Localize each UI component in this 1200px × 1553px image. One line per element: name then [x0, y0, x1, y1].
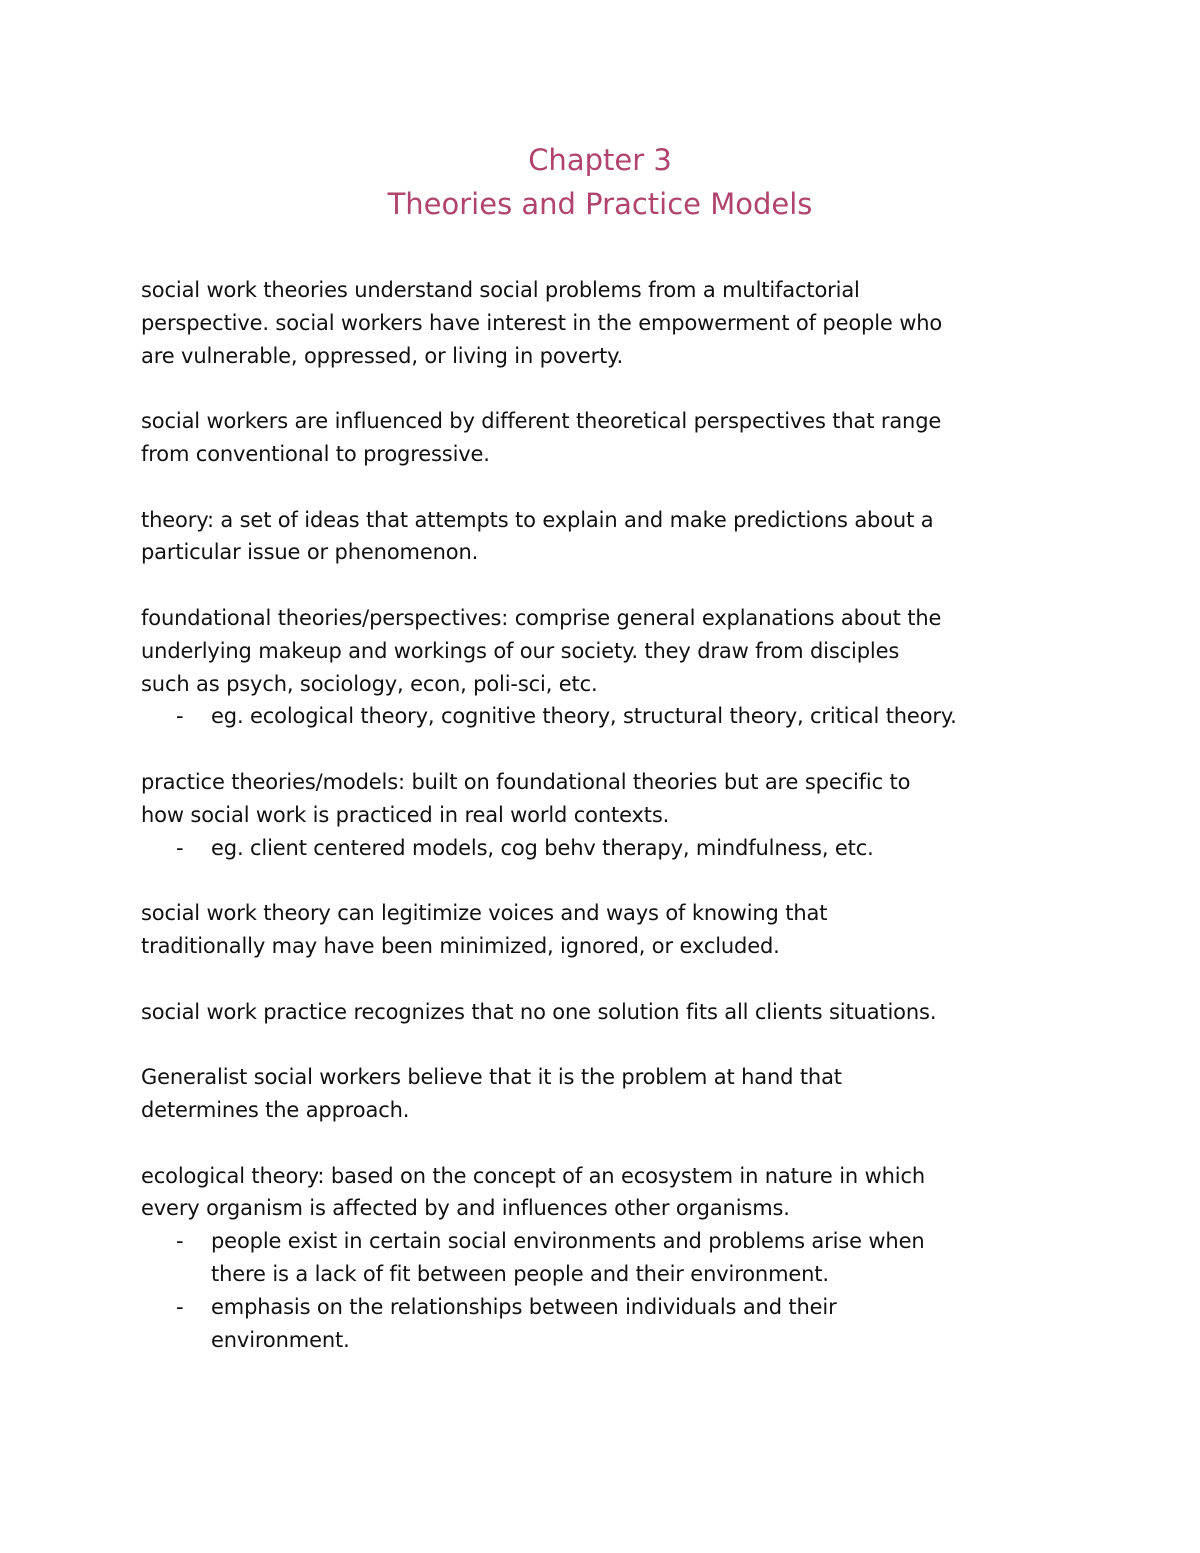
paragraph	[141, 897, 1081, 963]
paragraph	[141, 1160, 1081, 1357]
paragraph-line: foundational theories/perspectives: comprise general explanations about the	[141, 605, 942, 630]
bullet-list	[141, 832, 1081, 865]
paragraph	[141, 602, 1081, 733]
paragraph	[141, 405, 1081, 471]
chapter-heading: Chapter 3	[528, 143, 672, 177]
bullet-text: eg. ecological theory, cognitive theory, structural theory, critical theory.	[211, 704, 957, 729]
bullet-text: people exist in certain social environments and problems arise when	[211, 1229, 925, 1254]
paragraph	[141, 996, 1081, 1029]
paragraph	[141, 274, 1081, 372]
paragraph-line: such as psych, sociology, econ, poli-sci, etc.	[141, 671, 598, 696]
paragraph-line: social work theory can legitimize voices and ways of knowing that	[141, 901, 828, 926]
paragraph-line: traditionally may have been minimized, ignored, or excluded.	[141, 933, 780, 958]
paragraph-line: how social work is practiced in real world contexts.	[141, 802, 670, 827]
paragraph-line: underlying makeup and workings of our society. they draw from disciples	[141, 638, 900, 663]
bullet-text: eg. client centered models, cog behv therapy, mindfulness, etc.	[211, 835, 874, 860]
bullet-text: there is a lack of fit between people and their environment.	[211, 1261, 829, 1286]
paragraph	[141, 766, 1081, 864]
bullet-item	[141, 1291, 1081, 1357]
paragraph-line: every organism is affected by and influences other organisms.	[141, 1196, 790, 1221]
dash-bullet-marker: -	[176, 1294, 184, 1319]
paragraph-line: determines the approach.	[141, 1097, 410, 1122]
paragraph-line: perspective. social workers have interest in the empowerment of people who	[141, 310, 943, 335]
bullet-item	[141, 1225, 1081, 1291]
paragraph-line: theory: a set of ideas that attempts to explain and make predictions about a	[141, 507, 934, 532]
dash-bullet-marker: -	[176, 1229, 184, 1254]
paragraph	[141, 504, 1081, 570]
bullet-text: emphasis on the relationships between individuals and their	[211, 1294, 837, 1319]
paragraph-line: social work practice recognizes that no one solution fits all clients situations.	[141, 999, 937, 1024]
bullet-item	[141, 832, 1081, 865]
chapter-title: Theories and Practice Models	[387, 187, 813, 221]
document-body	[141, 274, 1081, 1389]
paragraph-line: social work theories understand social problems from a multifactorial	[141, 278, 860, 302]
bullet-item	[141, 700, 1081, 733]
paragraph-line: social workers are influenced by different theoretical perspectives that range	[141, 409, 942, 434]
bullet-list	[141, 700, 1081, 733]
dash-bullet-marker: -	[176, 704, 184, 729]
dash-bullet-marker: -	[176, 835, 184, 860]
bullet-list	[141, 1225, 1081, 1356]
bullet-text: environment.	[211, 1327, 350, 1352]
paragraph-line: ecological theory: based on the concept of an ecosystem in nature in which	[141, 1163, 926, 1188]
paragraph-line: particular issue or phenomenon.	[141, 540, 479, 565]
paragraph	[141, 1061, 1081, 1127]
paragraph-line: are vulnerable, oppressed, or living in poverty.	[141, 343, 623, 368]
paragraph-line: from conventional to progressive.	[141, 441, 490, 466]
paragraph-line: Generalist social workers believe that it is the problem at hand that	[141, 1065, 842, 1090]
paragraph-line: practice theories/models: built on foundational theories but are specific to	[141, 769, 911, 794]
